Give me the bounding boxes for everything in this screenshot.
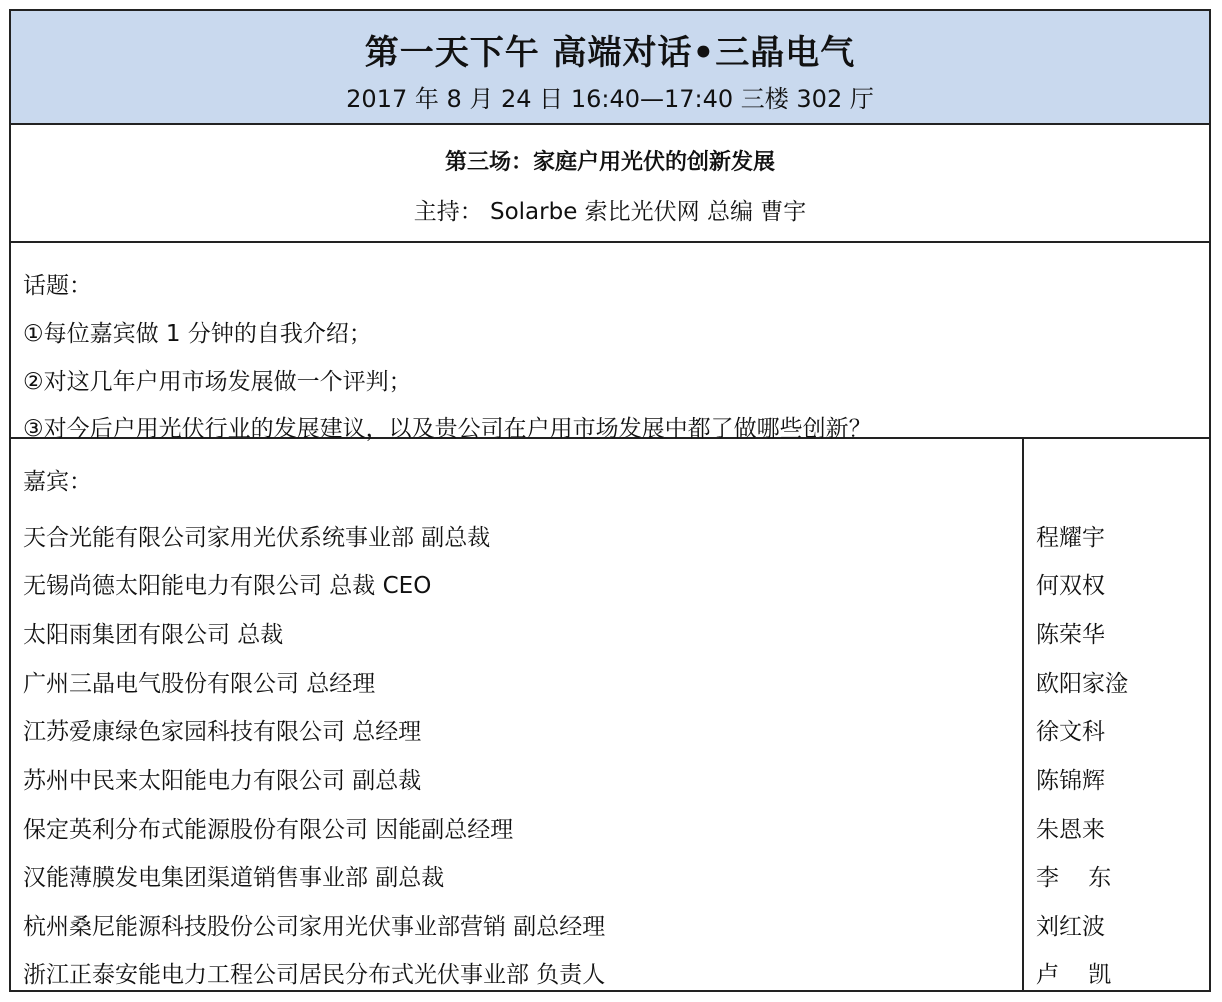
- guest-name: 卢 凯: [1036, 962, 1112, 988]
- guest-organization: 江苏爱康绿色家园科技有限公司 总经理: [23, 719, 422, 745]
- guest-name: 陈荣华: [1036, 622, 1105, 648]
- guest-name: 欧阳家淦: [1036, 671, 1128, 697]
- topic-item: ②对这几年户用市场发展做一个评判；: [23, 369, 412, 395]
- guest-name: 程耀宇: [1036, 525, 1105, 551]
- session-datetime: 2017 年 8 月 24 日 16:40—17:40 三楼 302 厅: [346, 85, 874, 113]
- guest-name: 何双权: [1036, 573, 1105, 599]
- guest-name: 李 东: [1036, 865, 1112, 891]
- session-name: 第三场：家庭户用光伏的创新发展: [444, 150, 775, 175]
- guest-organization: 无锡尚德太阳能电力有限公司 总裁 CEO: [23, 573, 432, 599]
- guest-row: [11, 511, 1209, 559]
- guest-organization: 浙江正泰安能电力工程公司居民分布式光伏事业部 负责人: [23, 962, 606, 988]
- guest-organization: 苏州中民来太阳能电力有限公司 副总裁: [23, 768, 422, 794]
- guest-name: 朱恩来: [1036, 817, 1105, 843]
- guest-row: [11, 851, 1209, 899]
- page-title: 第一天下午 高端对话•三晶电气: [364, 33, 856, 73]
- guest-row: [11, 608, 1209, 656]
- topic-item: ③对今后户用光伏行业的发展建议，以及贵公司在户用市场发展中都了做哪些创新？: [23, 416, 872, 442]
- guest-organization: 天合光能有限公司家用光伏系统事业部 副总裁: [23, 525, 491, 551]
- guest-organization: 汉能薄膜发电集团渠道销售事业部 副总裁: [23, 865, 445, 891]
- guest-organization: 保定英利分布式能源股份有限公司 因能副总经理: [23, 817, 514, 843]
- agenda-table: [9, 9, 1211, 992]
- guest-row: [11, 900, 1209, 948]
- guest-row: [11, 705, 1209, 753]
- guest-row: [11, 754, 1209, 802]
- guest-organization: 广州三晶电气股份有限公司 总经理: [23, 671, 376, 697]
- topic-item: ①每位嘉宾做 1 分钟的自我介绍；: [23, 321, 372, 347]
- guest-organization: 杭州桑尼能源科技股份公司家用光伏事业部营销 副总经理: [23, 914, 606, 940]
- topics-label: 话题：: [23, 273, 92, 299]
- guests-label: 嘉宾：: [23, 469, 92, 495]
- guest-organization: 太阳雨集团有限公司 总裁: [23, 622, 284, 648]
- session-info: [11, 125, 1209, 243]
- guest-name: 刘红波: [1036, 914, 1105, 940]
- guest-row: [11, 803, 1209, 851]
- guests-section: [11, 439, 1209, 990]
- guest-row: [11, 948, 1209, 996]
- guest-row: [11, 657, 1209, 705]
- topics-section: [11, 243, 1209, 442]
- agenda-header: [11, 11, 1209, 125]
- guest-name: 徐文科: [1036, 719, 1105, 745]
- guest-name: 陈锦辉: [1036, 768, 1105, 794]
- guest-row: [11, 559, 1209, 607]
- session-host: 主持： Solarbe 索比光伏网 总编 曹宇: [413, 199, 807, 225]
